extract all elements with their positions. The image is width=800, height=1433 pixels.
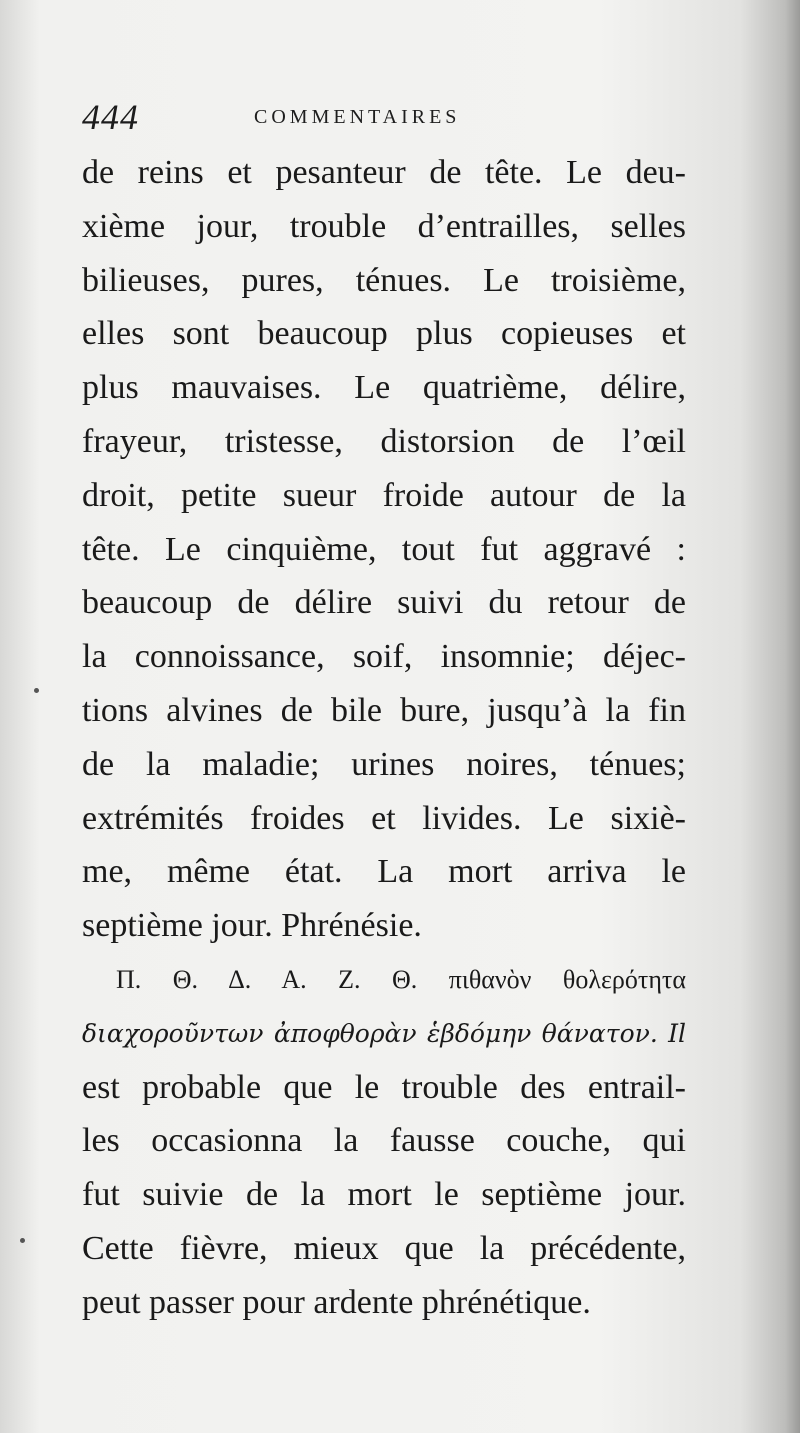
- text-line: les occasionna la fausse couche, qui: [82, 1122, 686, 1160]
- text-line: tions alvines de bile bure, jusqu’à la fin: [82, 691, 686, 729]
- text-line: plus mauvaises. Le quatrième, délire,: [82, 369, 686, 407]
- greek-sigla-line: Π. Θ. Δ. Α. Ζ. Θ. πιθανὸν θολερότητα: [116, 964, 686, 994]
- text-line: Cette fièvre, mieux que la précédente,: [82, 1229, 686, 1267]
- page-header: [82, 96, 682, 146]
- body-text: [82, 146, 686, 1330]
- text-line: de la maladie; urines noires, ténues;: [82, 745, 686, 783]
- text-line: droit, petite sueur froide autour de la: [82, 476, 686, 514]
- greek-text-line: διαχοροῦντων ἀποφθορὰν ἑβδόμην θάνατον. Il: [82, 1018, 686, 1048]
- text-line: elles sont beaucoup plus copieuses et: [82, 315, 686, 353]
- running-head: COMMENTAIRES: [254, 106, 461, 128]
- margin-speck: [20, 1238, 25, 1243]
- text-line: bilieuses, pures, ténues. Le troisième,: [82, 261, 686, 299]
- text-line: peut passer pour ardente phrénétique.: [82, 1283, 591, 1321]
- page-number: 444: [82, 97, 139, 137]
- text-line: est probable que le trouble des entrail-: [82, 1068, 686, 1106]
- text-line: extrémités froides et livides. Le sixiè-: [82, 799, 686, 837]
- text-line: frayeur, tristesse, distorsion de l’œil: [82, 422, 686, 460]
- text-line: me, même état. La mort arriva le: [82, 853, 686, 891]
- text-line: septième jour. Phrénésie.: [82, 907, 422, 945]
- text-line: de reins et pesanteur de tête. Le deu-: [82, 154, 686, 191]
- text-line: beaucoup de délire suivi du retour de: [82, 584, 686, 622]
- margin-speck: [34, 688, 39, 693]
- text-line: fut suivie de la mort le septième jour.: [82, 1176, 686, 1214]
- text-line: tête. Le cinquième, tout fut aggravé :: [82, 530, 686, 568]
- text-line: la connoissance, soif, insomnie; déjec-: [82, 638, 686, 676]
- text-line: xième jour, trouble d’entrailles, selles: [82, 207, 686, 245]
